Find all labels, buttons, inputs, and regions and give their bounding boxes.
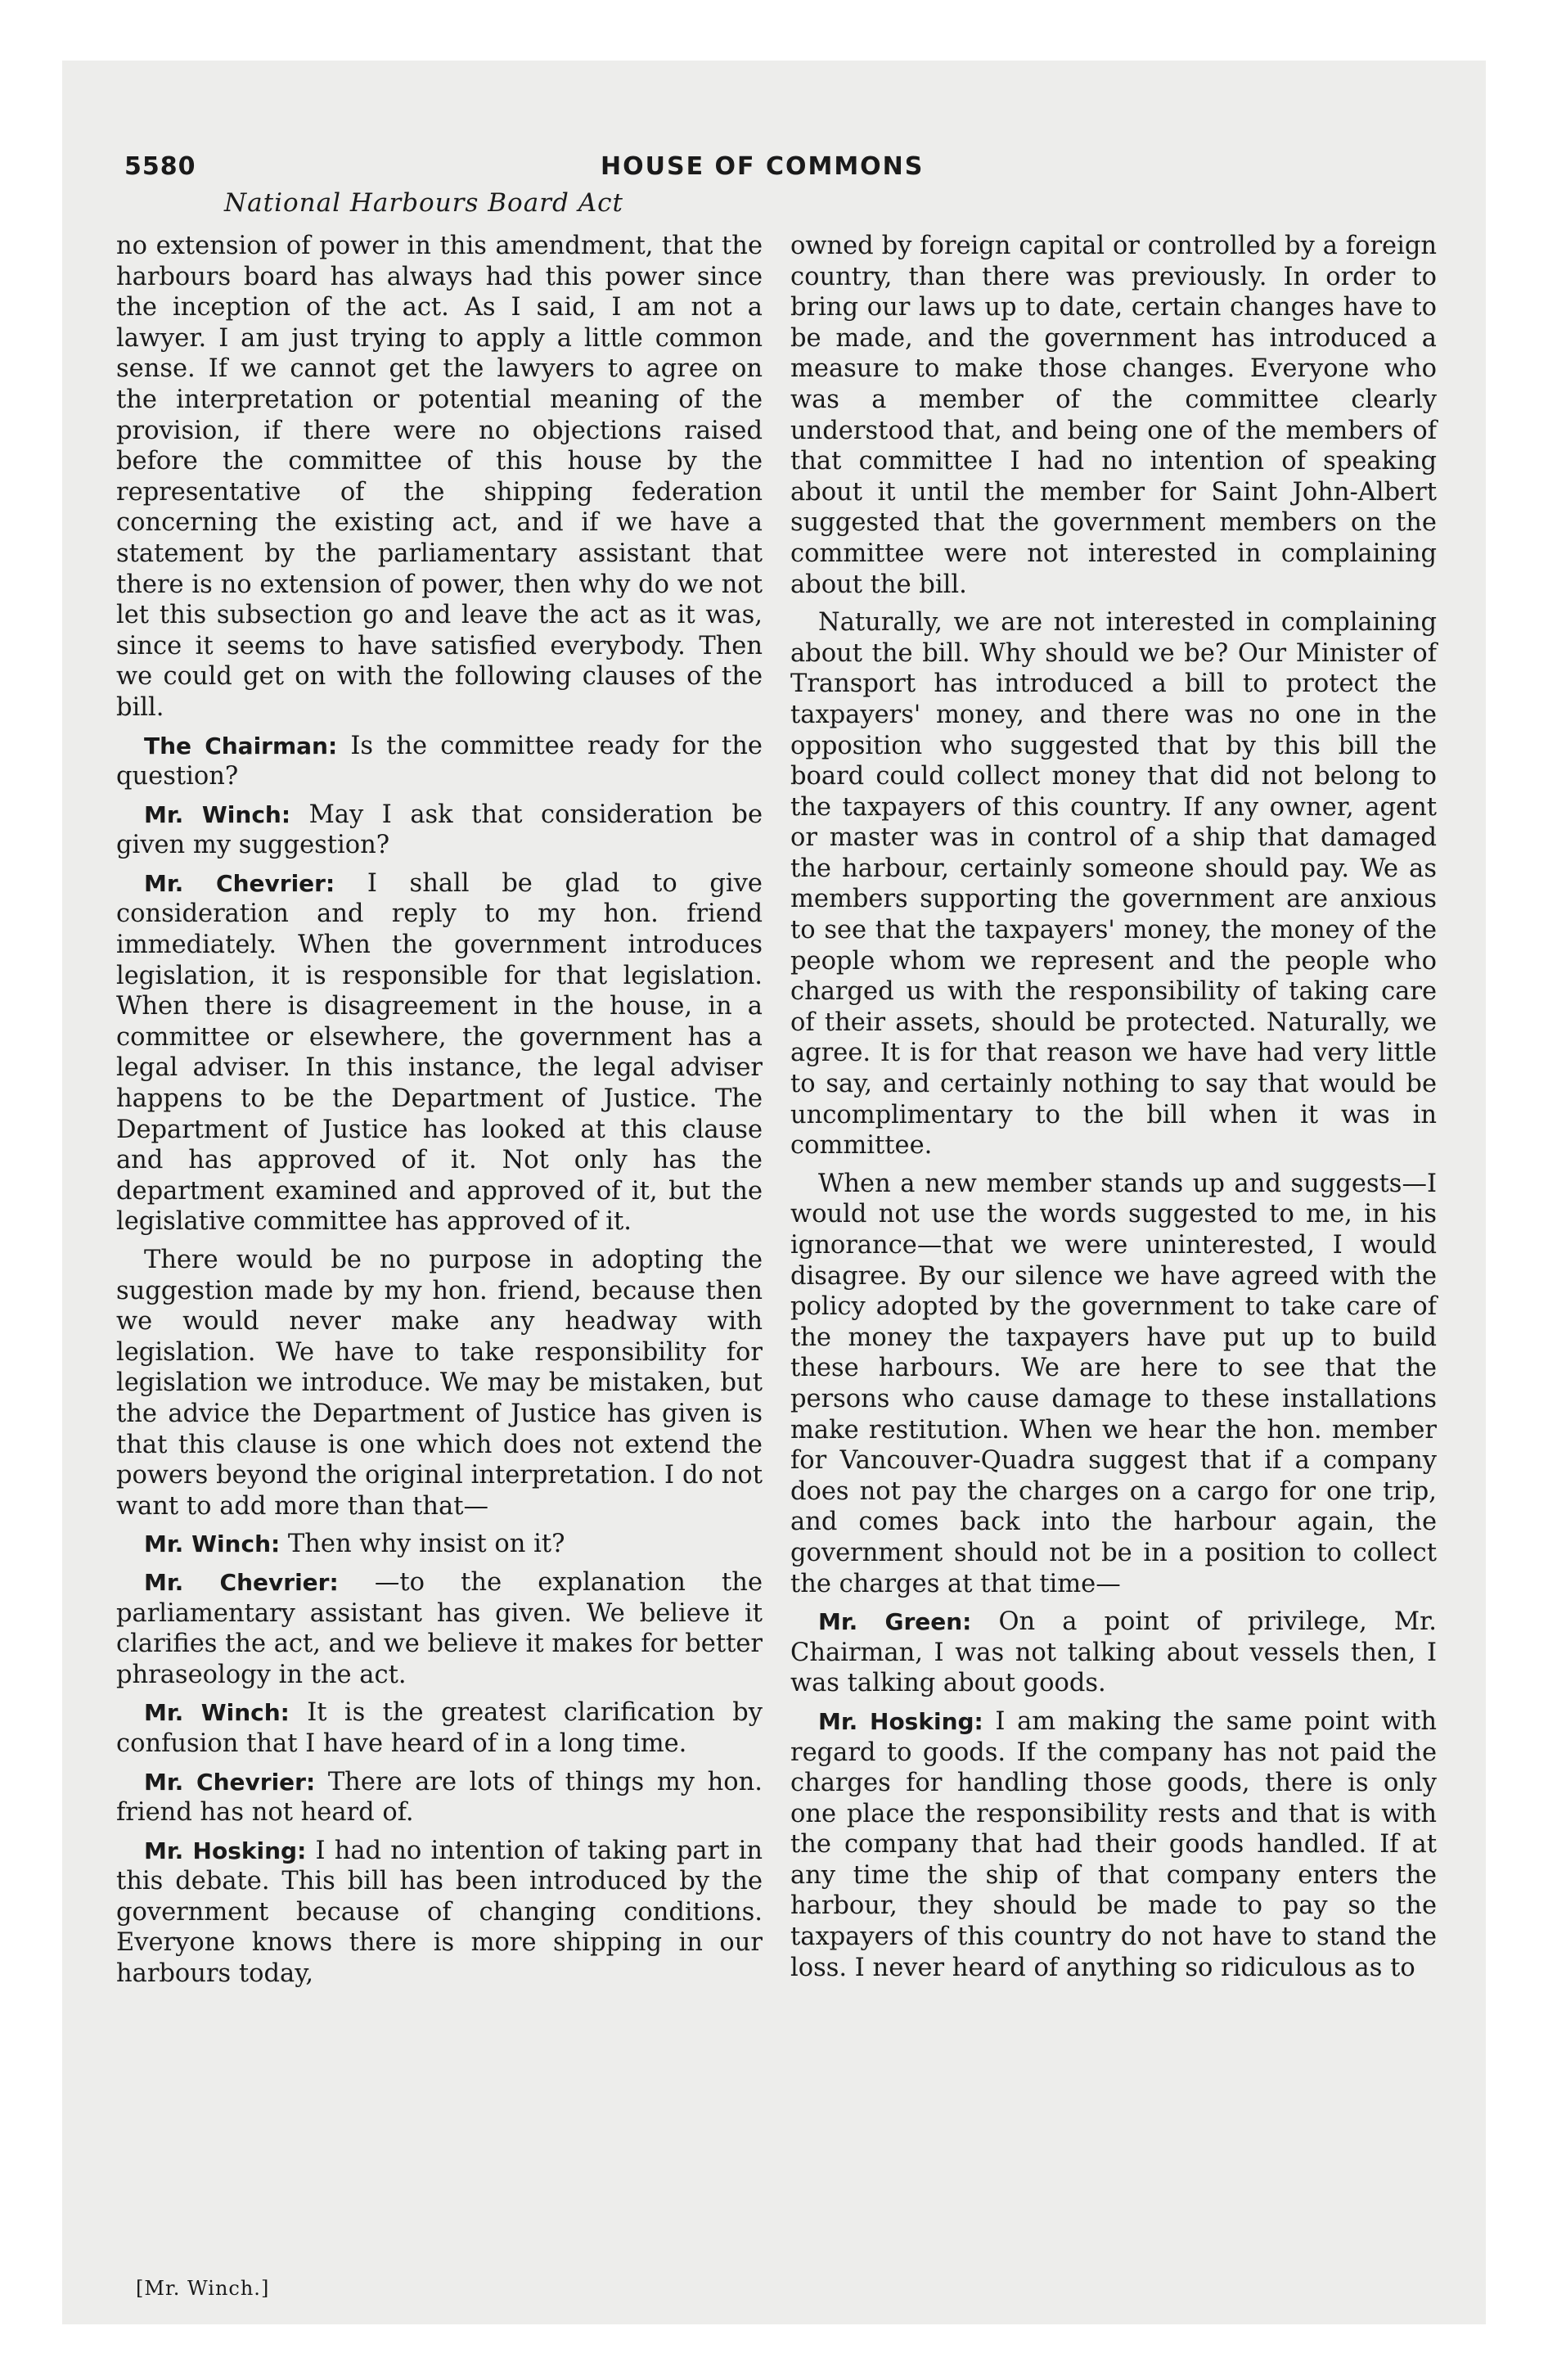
speaker-name: Mr. Winch: (144, 1530, 281, 1558)
paragraph-text: owned by foreign capital or controlled by a foreign country, than there was previously. In order to bring our laws up to date, certain changes have to be made, and the government has introduced a measure to make those changes. Everyone who was a member of the committee clearly understood that, and being one of the members of that committee I had no intention of speaking about it until the member for Saint John-Albert suggested that the government members on the committee were not interested in complaining about the bill. (790, 232, 1437, 599)
paragraph-text: It is the greatest clarification by confusion that I have heard of in a long time. (116, 1698, 763, 1758)
paragraph (790, 1607, 1437, 1699)
speaker-name: Mr. Winch: (144, 1699, 290, 1727)
speaker-footnote: [Mr. Winch.] (136, 2277, 270, 2300)
paragraph (790, 1706, 1437, 1983)
page-number: 5580 (124, 152, 196, 181)
speaker-name: Mr. Green: (818, 1608, 972, 1636)
speaker-name: Mr. Hosking: (144, 1837, 307, 1864)
speaker-name: Mr. Winch: (144, 800, 291, 828)
paragraph-text: There are lots of things my hon. friend has not heard of. (116, 1767, 763, 1828)
paragraph-text: When a new member stands up and suggests—I would not use the words suggested to me, in his ignorance—that we were uninterested, I would disagree. By our silence we have agreed with the policy adopted by the government to take care of the money the taxpayers have put up to build these harbours. We are here to see that the persons who cause damage to these installations make restitution. When we hear the hon. member for Vancouver-Quadra suggest that if a company does not pay the charges on a cargo for one trip, and comes back into the harbour again, the government should not be in a position to collect the charges at that time— (790, 1169, 1437, 1598)
paragraph-text: Naturally, we are not interested in complaining about the bill. Why should we be? Our Minister of Transport has introduced a bill to protect the taxpayers' money, and there was no one in the opposition who suggested that by this bill the board could collect money that did not belong to the taxpayers of this country. If any owner, agent or master was in control of a ship that damaged the harbour, certainly someone should pay. We as members supporting the government are anxious to see that the taxpayers' money, the money of the people whom we represent and the people who charged us with the responsibility of taking care of their assets, should be protected. Naturally, we agree. It is for that reason we have had very little to say, and certainly nothing to say that would be uncomplimentary to the bill when it was in committee. (790, 608, 1437, 1161)
right-column (790, 231, 1437, 1990)
paragraph-text: On a point of privilege, Mr. Chairman, I was not talking about vessels then, I was talking about goods. (790, 1607, 1438, 1698)
paragraph (116, 1245, 763, 1521)
paragraph (116, 868, 763, 1237)
paragraph (116, 1767, 763, 1828)
paragraph-text: There would be no purpose in adopting the suggestion made by my hon. friend, because then we would never make any headway with legislation. We have to take responsibility for legislation we introduce. We may be mistaken, but the advice the Department of Justice has given is that this clause is one which does not extend the powers beyond the original interpretation. I do not want to add more than that— (116, 1246, 763, 1521)
paragraph (116, 1697, 763, 1759)
paragraph-text: I am making the same point with regard to goods. If the company has not paid the charges for handling those goods, there is only one place the responsibility rests and that is with the company that had their goods handled. If at any time the ship of that company enters the harbour, they should be made to pay so the taxpayers of this country do not have to stand the loss. I never heard of anything so ridiculous as to (790, 1706, 1437, 1982)
running-head: HOUSE OF COMMONS (601, 152, 925, 181)
paragraph (116, 731, 763, 792)
speaker-name: Mr. Chevrier: (144, 1568, 339, 1596)
page-subhead: National Harbours Board Act (224, 188, 623, 218)
paragraph (116, 1567, 763, 1690)
paragraph-text: Is the committee ready for the question? (116, 731, 763, 791)
speaker-name: The Chairman: (144, 732, 338, 760)
paragraph-text: I shall be glad to give consideration and reply to my hon. friend immediately. When the government introduces legislation, it is responsible for that legislation. When there is disagreement in the house, in a committee or elsewhere, the government has a legal adviser. In this instance, the legal adviser happens to be the Department of Justice. The Department of Justice has looked at this clause and has approved of it. Not only has the department examined and approved of it, but the legislative committee has approved of it. (116, 868, 763, 1237)
paragraph-text: no extension of power in this amendment, that the harbours board has always had this power since the inception of the act. As I said, I am not a lawyer. I am just trying to apply a little common sense. If we cannot get the lawyers to agree on the interpretation or potential meaning of the provision, if there were no objections raised before the committee of this house by the representative of the shipping federation concerning the existing act, and if we have a statement by the parliamentary assistant that there is no extension of power, then why do we not let this subsection go and leave the act as it was, since it seems to have satisfied everybody. Then we could get on with the following clauses of the bill. (116, 232, 763, 722)
paragraph (116, 1836, 763, 1990)
paragraph (790, 1169, 1437, 1599)
paragraph (116, 231, 763, 723)
paragraph-text: May I ask that consideration be given my suggestion? (116, 800, 763, 860)
paragraph (790, 231, 1437, 600)
paragraph-text: Then why insist on it? (287, 1530, 565, 1559)
paragraph (790, 607, 1437, 1161)
speaker-name: Mr. Chevrier: (144, 869, 335, 897)
paragraph-text: —to the explanation the parliamentary assistant has given. We believe it clarifies the act, and we believe it makes for better phraseology in the act. (116, 1567, 763, 1689)
paragraph (116, 1529, 763, 1560)
paragraph-text: I had no intention of taking part in this debate. This bill has been introduced by the government because of changing conditions. Everyone knows there is more shipping in our harbours today, (116, 1836, 763, 1989)
paragraph (116, 800, 763, 861)
left-column (116, 231, 763, 1997)
speaker-name: Mr. Hosking: (818, 1707, 983, 1735)
speaker-name: Mr. Chevrier: (144, 1768, 316, 1796)
